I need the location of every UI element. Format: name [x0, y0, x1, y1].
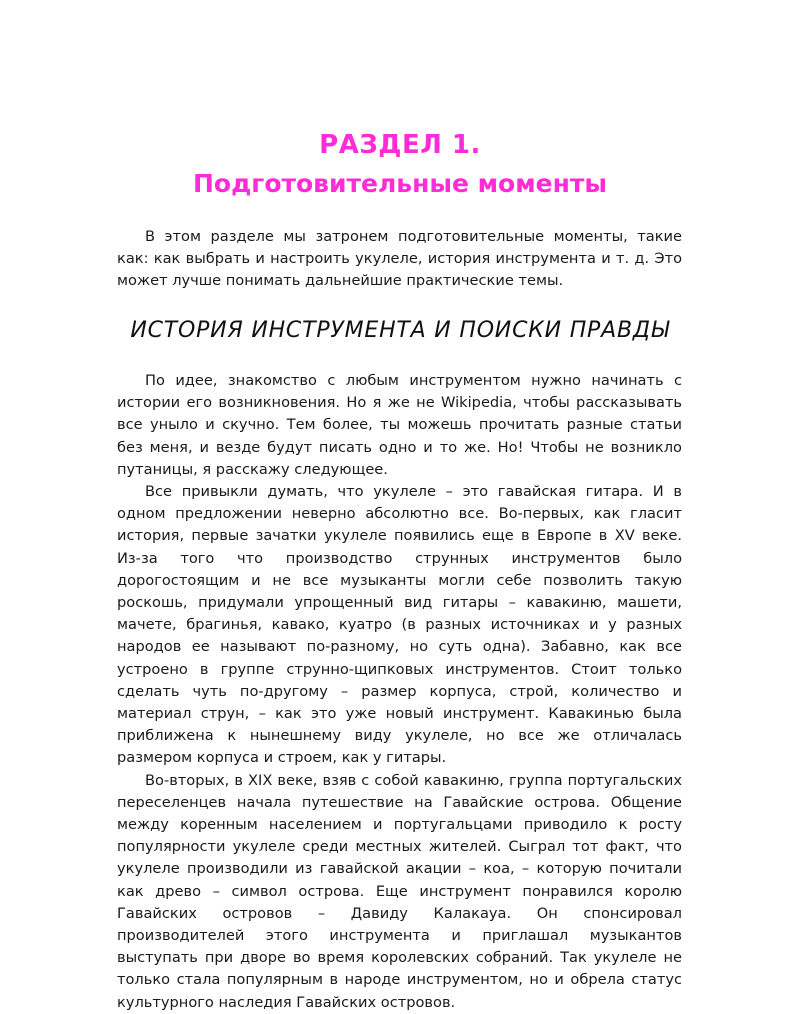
chapter-body — [117, 370, 682, 1014]
chapter-title: ИСТОРИЯ ИНСТРУМЕНТА И ПОИСКИ ПРАВДЫ — [130, 318, 670, 343]
section-heading — [0, 128, 800, 201]
body-paragraph-1: По идее, знакомство с любым инструментом нужно начинать с истории его возникновения. Но я же не Wikipedia, чтобы рассказывать все уныло и скучно. Тем более, ты можешь прочитать разные статьи без меня, и везде будут писать одно и то же. Но! Чтобы не возникло путаницы, я расскажу следующее. — [117, 372, 682, 478]
body-paragraph-3: Во-вторых, в XIX веке, взяв с собой кавакиню, группа португальских переселенцев начала путешествие на Гавайские острова. Общение между коренным населением и португальцами приводило к росту популярности укулеле среди местных жителей. Сыграл тот факт, что укулеле производили из гавайской акации – коа, – которую почитали как древо – символ острова. Еще инструмент понравился королю Гавайских островов – Давиду Калакауа. Он спонсировал производителей этого инструмента и приглашал музыкантов выступать при дворе во время королевских собраний. Так укулеле не только стала популярным в народе инструментом, но и обрела статус культурного наследия Гавайских островов. — [117, 771, 682, 1011]
body-paragraph-2: Все привыкли думать, что укулеле – это гавайская гитара. И в одном предложении неверно абсолютно все. Во-первых, как гласит история, первые зачатки укулеле появились еще в Европе в XV веке. Из-за того что производство струнных инструментов было дорогостоящим и не все музыканты могли себе позволить такую роскошь, придумали упрощенный вид гитары – кавакиню, машети, мачете, брагинья, кавако, куатро (в разных источниках и у разных народов ее называют по-разному, но суть одна). Забавно, как все устроено в группе струнно-щипковых инструментов. Стоит только сделать чуть по-другому – размер корпуса, строй, количество и материал струн, – как это уже новый инструмент. Кавакинью была приближена к нынешнему виду укулеле, но все же отличалась размером корпуса и строем, как у гитары. — [117, 483, 682, 767]
intro-paragraph — [117, 226, 682, 293]
intro-text: В этом разделе мы затронем подготовительные моменты, такие как: как выбрать и настроить укулеле, история инструмента и т. д. Это может лучше понимать дальнейшие практические темы. — [117, 228, 682, 290]
section-number-title: РАЗДЕЛ 1. — [319, 130, 481, 160]
section-subtitle: Подготовительные моменты — [192, 169, 607, 198]
